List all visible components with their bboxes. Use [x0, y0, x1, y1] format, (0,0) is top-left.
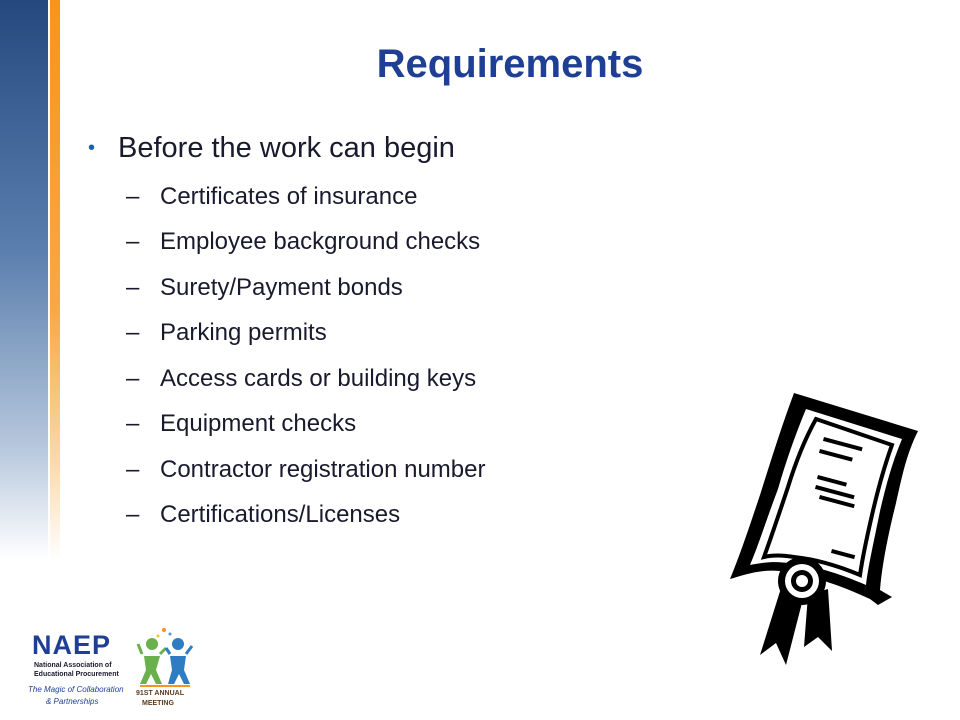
- dash: –: [126, 410, 140, 438]
- sub-item-text: Surety/Payment bonds: [160, 273, 403, 301]
- logo-annual-line2: MEETING: [142, 700, 174, 707]
- bullet-item: [88, 128, 728, 168]
- sub-item-text: Contractor registration number: [160, 455, 486, 483]
- dash: –: [126, 273, 140, 301]
- dash: –: [126, 455, 140, 483]
- dash: –: [126, 319, 140, 347]
- sub-item-text: Access cards or building keys: [160, 364, 477, 392]
- sub-item: [126, 447, 728, 493]
- slide-content: [88, 128, 728, 538]
- logo-tagline-line1: The Magic of Collaboration: [28, 685, 124, 694]
- slide-title: Requirements: [376, 42, 644, 86]
- logo-subtitle-line2: Educational Procurement: [34, 671, 119, 678]
- bullet-text: Before the work can begin: [118, 131, 455, 164]
- sub-item-text: Employee background checks: [160, 228, 481, 256]
- naep-logo: [24, 622, 194, 714]
- dash: –: [126, 228, 140, 256]
- sub-item-text: Certifications/Licenses: [160, 501, 401, 529]
- logo-name: NAEP: [32, 630, 112, 660]
- seal-center: [796, 575, 808, 587]
- side-accent-bar: [0, 0, 48, 560]
- sub-item: [126, 402, 728, 448]
- sub-item: [126, 356, 728, 402]
- bullet-dot: •: [88, 136, 96, 159]
- logo-subtitle-line1: National Association of: [34, 662, 112, 669]
- logo-annual-line1: 91ST ANNUAL: [136, 690, 184, 697]
- sub-item: [126, 311, 728, 357]
- sub-item: [126, 493, 728, 539]
- sub-item: [126, 220, 728, 266]
- dash: –: [126, 182, 140, 210]
- sub-item: [126, 265, 728, 311]
- logo-tagline-line2: & Partnerships: [46, 697, 99, 706]
- sub-item-text: Certificates of insurance: [160, 182, 418, 210]
- dash: –: [126, 501, 140, 529]
- sub-item: [126, 174, 728, 220]
- naep-figures-icon: [136, 626, 194, 688]
- sub-item-text: Parking permits: [160, 319, 327, 347]
- dash: –: [126, 364, 140, 392]
- certificate-icon: [720, 385, 940, 675]
- sub-list: [88, 174, 728, 538]
- sub-item-text: Equipment checks: [160, 410, 357, 438]
- side-accent-stripe: [50, 0, 60, 560]
